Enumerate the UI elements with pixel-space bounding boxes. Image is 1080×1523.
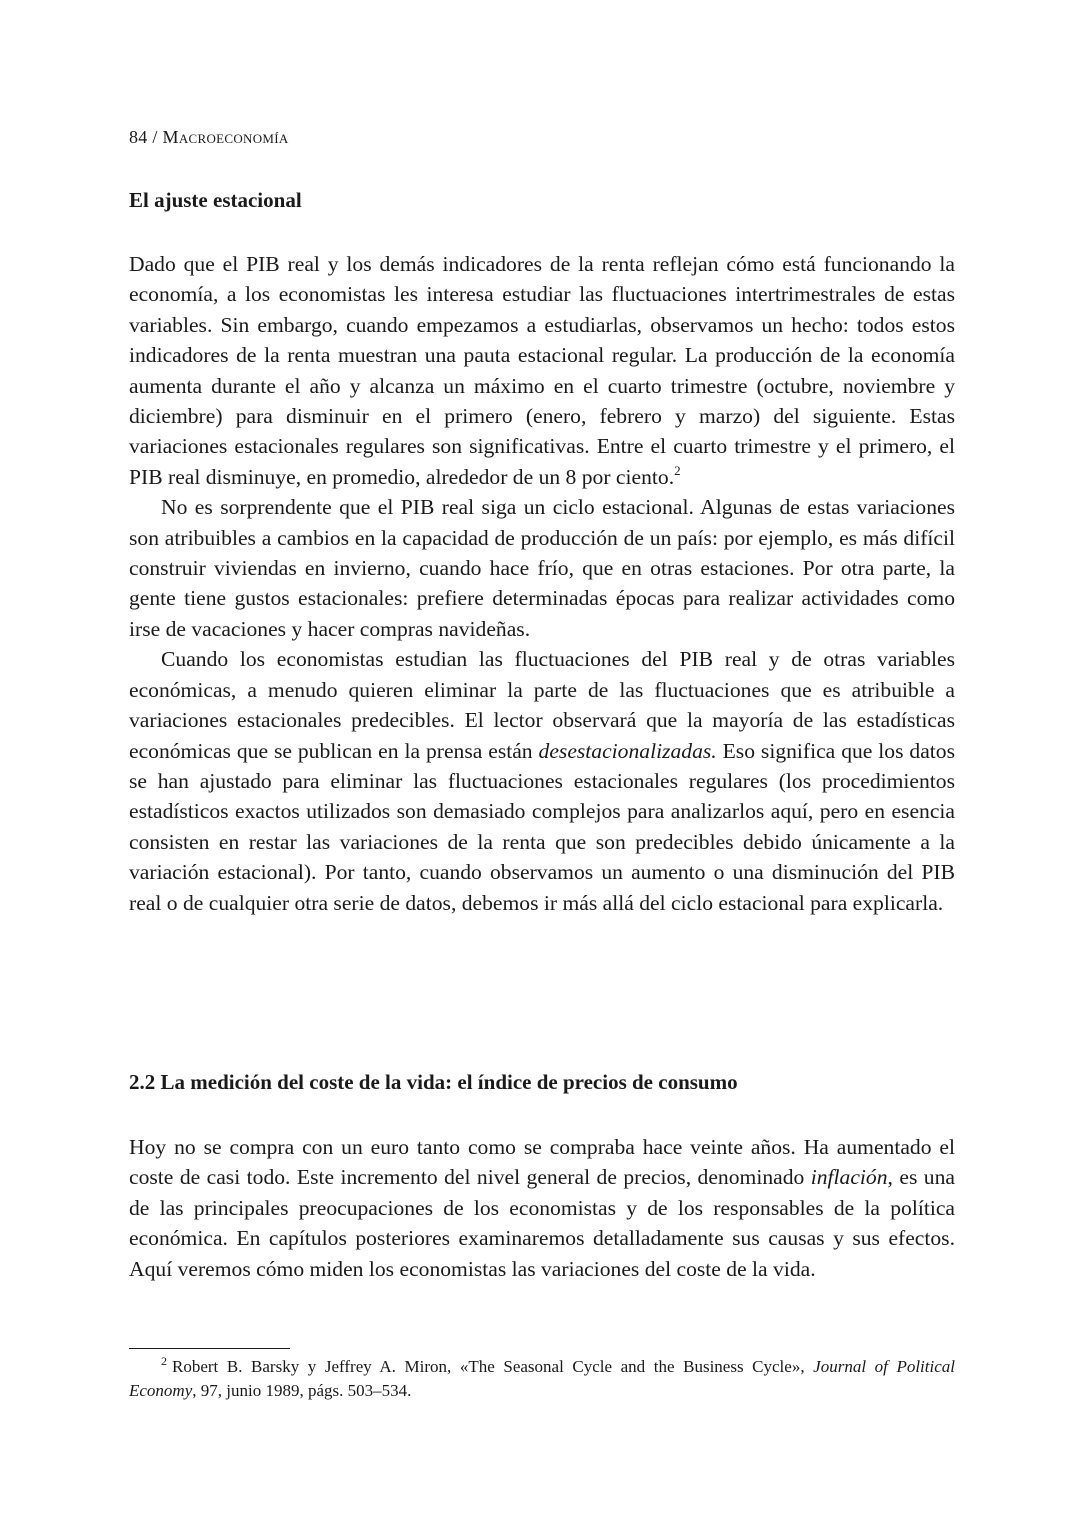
footnote-text: , 97, junio 1989, págs. 503–534.	[192, 1381, 412, 1400]
footnote-divider	[129, 1348, 290, 1349]
paragraph	[129, 1132, 955, 1284]
section-body-cost-of-living	[129, 1132, 955, 1284]
book-title: Macroeconomía	[162, 127, 289, 147]
journal-title: Journal of Political Economy	[129, 1357, 955, 1400]
paragraph-text: Hoy no se compra con un euro tanto como se compraba hace veinte años. Ha aumentado el coste de casi todo. Este incremento del nivel general de precios, denominado	[129, 1135, 955, 1190]
footnote-text: Robert B. Barsky y Jeffrey A. Miron, «The Seasonal Cycle and the Business Cycle»,	[172, 1357, 814, 1376]
italic-term: desestacionalizadas.	[538, 738, 717, 763]
paragraph: No es sorprendente que el PIB real siga un ciclo estacional. Algunas de estas variaciones son atribuibles a cambios en la capacidad de producción de un país: por ejemplo, es más difícil construir viviendas en invierno, cuando hace frío, que en otras estaciones. Por otra parte, la gente tiene gustos estacionales: prefiere determinadas épocas para realizar actividades como irse de vacaciones y hacer compras navideñas.	[129, 495, 955, 641]
paragraph-text: , es una de las principales preocupaciones de los economistas y de los responsables de la política económica. En capítulos posteriores examinaremos detalladamente sus causas y sus efectos. Aquí veremos cómo miden los economistas las variaciones del coste de la vida.	[129, 1165, 955, 1281]
page-number: 84 /	[129, 127, 163, 147]
paragraph-text: Cuando los economistas estudian las fluctuaciones del PIB real y de otras variables económicas, a menudo quieren eliminar la parte de las fluctuaciones que es atribuible a variaciones estacionales predecibles. El lector observará que la mayoría de las estadísticas económicas que se publican en la prensa están	[129, 647, 955, 763]
section-heading-seasonal-adjustment: El ajuste estacional	[129, 188, 302, 212]
paragraph-text: Dado que el PIB real y los demás indicadores de la renta reflejan cómo está funcionando la economía, a los economistas les interesa estudiar las fluctuaciones intertrimestrales de estas variables. Sin embargo, cuando empezamos a estudiarlas, observamos un hecho: todos estos indicadores de la renta muestran una pauta estacional regular. La producción de la economía aumenta durante el año y alcanza un máximo en el cuarto trimestre (octubre, noviembre y diciembre) para disminuir en el primero (enero, febrero y marzo) del siguiente. Estas variaciones estacionales regulares son significativas. Entre el cuarto trimestre y el primero, el PIB real disminuye, en promedio, alrededor de un 8 por ciento.	[129, 252, 955, 489]
footnote: 2 Robert B. Barsky y Jeffrey A. Miron, «The Seasonal Cycle and the Business Cycle», Journal of Political Economy, 97, junio 1989, págs. 503–534.	[129, 1354, 955, 1400]
paragraph	[129, 644, 955, 918]
running-header	[129, 127, 289, 148]
italic-term: inflación	[810, 1165, 888, 1190]
footnote-reference[interactable]: 2	[674, 462, 681, 478]
paragraph-text: Eso significa que los datos se han ajustado para eliminar las fluctuaciones estacionales regulares (los procedimientos estadísticos exactos utilizados son demasiado complejos para analizarlos aquí, pero en esencia consisten en restar las variaciones de la renta que son predecibles debido únicamente a la variación estacional). Por tanto, cuando observamos un aumento o una disminución del PIB real o de cualquier otra serie de datos, debemos ir más allá del ciclo estacional para explicarla.	[129, 738, 955, 915]
section-heading-cost-of-living: 2.2 La medición del coste de la vida: el índice de precios de consumo	[129, 1070, 738, 1094]
section-body-seasonal-adjustment	[129, 249, 955, 918]
paragraph	[129, 249, 955, 492]
